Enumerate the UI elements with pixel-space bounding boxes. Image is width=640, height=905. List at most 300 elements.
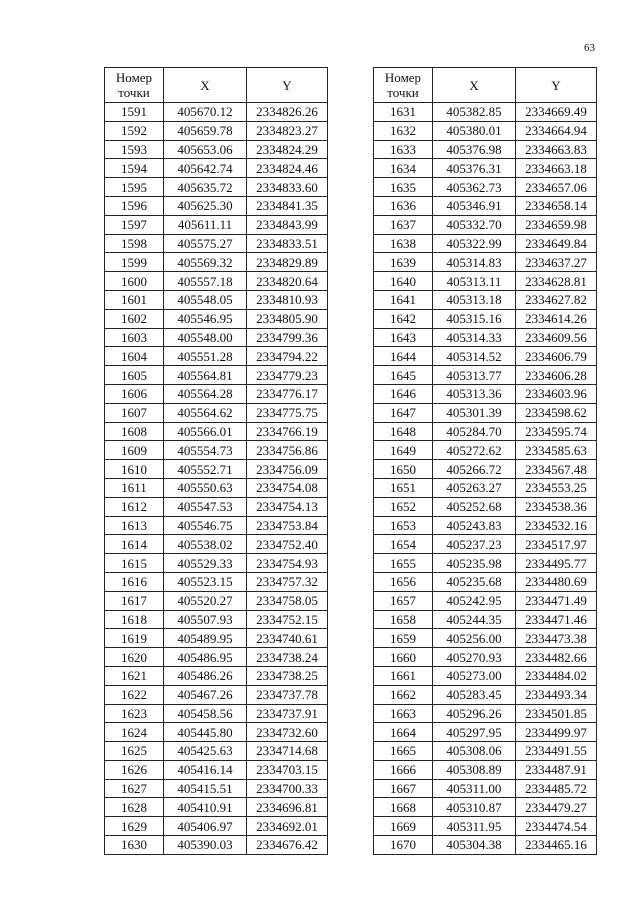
y-coordinate-cell: 2334598.62: [516, 403, 597, 422]
x-coordinate-cell: 405552.71: [164, 460, 247, 479]
x-coordinate-cell: 405489.95: [164, 629, 247, 648]
x-coordinate-cell: 405547.53: [164, 497, 247, 516]
point-number-cell: 1620: [105, 648, 164, 667]
x-coordinate-cell: 405566.01: [164, 422, 247, 441]
x-coordinate-cell: 405376.98: [433, 140, 516, 159]
x-coordinate-cell: 405313.18: [433, 290, 516, 309]
x-coordinate-cell: 405314.33: [433, 328, 516, 347]
point-number-cell: 1634: [374, 159, 433, 178]
table-row: [105, 441, 328, 460]
y-coordinate-cell: 2334517.97: [516, 535, 597, 554]
point-number-cell: 1643: [374, 328, 433, 347]
y-coordinate-cell: 2334657.06: [516, 178, 597, 197]
y-coordinate-cell: 2334538.36: [516, 497, 597, 516]
y-coordinate-cell: 2334585.63: [516, 441, 597, 460]
point-number-cell: 1641: [374, 290, 433, 309]
y-coordinate-cell: 2334700.33: [247, 779, 328, 798]
x-coordinate-cell: 405242.95: [433, 591, 516, 610]
table-row: [374, 309, 597, 328]
point-number-header-line1: Номер: [115, 70, 153, 85]
y-coordinate-cell: 2334669.49: [516, 103, 597, 122]
point-number-cell: 1607: [105, 403, 164, 422]
x-coordinate-cell: 405507.93: [164, 610, 247, 629]
x-coordinate-cell: 405642.74: [164, 159, 247, 178]
x-coordinate-cell: 405301.39: [433, 403, 516, 422]
table-row: [374, 403, 597, 422]
point-number-cell: 1625: [105, 742, 164, 761]
y-coordinate-cell: 2334757.32: [247, 572, 328, 591]
x-coordinate-cell: 405670.12: [164, 103, 247, 122]
x-coordinate-cell: 405346.91: [433, 196, 516, 215]
x-coordinate-cell: 405635.72: [164, 178, 247, 197]
table-row: [374, 610, 597, 629]
point-number-cell: 1644: [374, 347, 433, 366]
x-coordinate-cell: 405564.62: [164, 403, 247, 422]
point-number-cell: 1619: [105, 629, 164, 648]
point-number-cell: 1662: [374, 685, 433, 704]
point-number-cell: 1594: [105, 159, 164, 178]
y-coordinate-cell: 2334779.23: [247, 366, 328, 385]
table-row: [105, 836, 328, 855]
point-number-cell: 1661: [374, 666, 433, 685]
table-header-row: [105, 68, 328, 103]
y-coordinate-cell: 2334479.27: [516, 798, 597, 817]
y-coordinate-cell: 2334752.15: [247, 610, 328, 629]
x-coordinate-cell: 405273.00: [433, 666, 516, 685]
point-number-cell: 1659: [374, 629, 433, 648]
point-number-cell: 1614: [105, 535, 164, 554]
table-row: [105, 742, 328, 761]
table-row: [105, 460, 328, 479]
point-number-cell: 1627: [105, 779, 164, 798]
table-row: [374, 723, 597, 742]
x-coordinate-cell: 405445.80: [164, 723, 247, 742]
x-coordinate-cell: 405557.18: [164, 272, 247, 291]
y-coordinate-cell: 2334649.84: [516, 234, 597, 253]
point-number-cell: 1622: [105, 685, 164, 704]
point-number-cell: 1597: [105, 215, 164, 234]
y-coordinate-cell: 2334493.34: [516, 685, 597, 704]
table-row: [105, 704, 328, 723]
y-coordinate-cell: 2334614.26: [516, 309, 597, 328]
y-coordinate-cell: 2334824.46: [247, 159, 328, 178]
table-row: [374, 478, 597, 497]
point-number-cell: 1598: [105, 234, 164, 253]
x-coordinate-cell: 405263.27: [433, 478, 516, 497]
x-coordinate-cell: 405376.31: [433, 159, 516, 178]
point-number-cell: 1615: [105, 554, 164, 573]
y-coordinate-cell: 2334843.99: [247, 215, 328, 234]
table-row: [374, 704, 597, 723]
x-coordinate-cell: 405551.28: [164, 347, 247, 366]
table-row: [105, 403, 328, 422]
table-row: [374, 253, 597, 272]
table-row: [374, 159, 597, 178]
table-row: [105, 723, 328, 742]
y-coordinate-cell: 2334738.25: [247, 666, 328, 685]
table-row: [105, 572, 328, 591]
point-number-cell: 1647: [374, 403, 433, 422]
point-number-cell: 1639: [374, 253, 433, 272]
x-coordinate-cell: 405486.26: [164, 666, 247, 685]
point-number-cell: 1593: [105, 140, 164, 159]
y-coordinate-cell: 2334756.86: [247, 441, 328, 460]
y-coordinate-cell: 2334473.38: [516, 629, 597, 648]
point-number-cell: 1652: [374, 497, 433, 516]
y-coordinate-cell: 2334703.15: [247, 760, 328, 779]
y-coordinate-cell: 2334754.13: [247, 497, 328, 516]
point-number-cell: 1623: [105, 704, 164, 723]
y-coordinate-cell: 2334532.16: [516, 516, 597, 535]
y-coordinate-cell: 2334758.05: [247, 591, 328, 610]
point-number-cell: 1655: [374, 554, 433, 573]
x-coordinate-cell: 405538.02: [164, 535, 247, 554]
y-coordinate-cell: 2334738.24: [247, 648, 328, 667]
table-row: [105, 140, 328, 159]
y-coordinate-cell: 2334567.48: [516, 460, 597, 479]
point-number-cell: 1613: [105, 516, 164, 535]
y-coordinate-cell: 2334487.91: [516, 760, 597, 779]
y-coordinate-cell: 2334841.35: [247, 196, 328, 215]
x-coordinate-cell: 405243.83: [433, 516, 516, 535]
table-row: [374, 497, 597, 516]
point-number-cell: 1621: [105, 666, 164, 685]
y-coordinate-cell: 2334658.14: [516, 196, 597, 215]
point-number-cell: 1633: [374, 140, 433, 159]
point-number-cell: 1670: [374, 836, 433, 855]
page-number: 63: [584, 42, 595, 54]
x-header: X: [433, 68, 516, 103]
table-row: [374, 798, 597, 817]
x-coordinate-cell: 405458.56: [164, 704, 247, 723]
point-number-cell: 1592: [105, 121, 164, 140]
y-coordinate-cell: 2334826.26: [247, 103, 328, 122]
table-row: [374, 742, 597, 761]
table-row: [374, 629, 597, 648]
x-coordinate-cell: 405315.16: [433, 309, 516, 328]
point-number-cell: 1624: [105, 723, 164, 742]
x-coordinate-cell: 405362.73: [433, 178, 516, 197]
y-coordinate-cell: 2334663.18: [516, 159, 597, 178]
x-coordinate-cell: 405625.30: [164, 196, 247, 215]
x-coordinate-cell: 405311.95: [433, 817, 516, 836]
y-coordinate-cell: 2334659.98: [516, 215, 597, 234]
point-number-cell: 1616: [105, 572, 164, 591]
y-coordinate-cell: 2334810.93: [247, 290, 328, 309]
point-number-header-line2: точки: [118, 85, 150, 100]
x-coordinate-cell: 405237.23: [433, 535, 516, 554]
y-coordinate-cell: 2334676.42: [247, 836, 328, 855]
y-coordinate-cell: 2334776.17: [247, 384, 328, 403]
x-coordinate-cell: 405322.99: [433, 234, 516, 253]
x-coordinate-cell: 405467.26: [164, 685, 247, 704]
x-coordinate-cell: 405266.72: [433, 460, 516, 479]
table-row: [105, 478, 328, 497]
point-number-cell: 1603: [105, 328, 164, 347]
y-coordinate-cell: 2334794.22: [247, 347, 328, 366]
y-coordinate-cell: 2334823.27: [247, 121, 328, 140]
coordinates-table-left: [104, 67, 328, 855]
point-number-cell: 1654: [374, 535, 433, 554]
table-row: [105, 817, 328, 836]
table-row: [374, 290, 597, 309]
table-row: [105, 347, 328, 366]
table-row: [374, 836, 597, 855]
point-number-cell: 1657: [374, 591, 433, 610]
point-number-cell: 1612: [105, 497, 164, 516]
point-number-cell: 1636: [374, 196, 433, 215]
y-coordinate-cell: 2334595.74: [516, 422, 597, 441]
point-number-cell: 1645: [374, 366, 433, 385]
x-coordinate-cell: 405548.05: [164, 290, 247, 309]
y-coordinate-cell: 2334495.77: [516, 554, 597, 573]
table-row: [105, 159, 328, 178]
x-coordinate-cell: 405313.77: [433, 366, 516, 385]
point-number-cell: 1640: [374, 272, 433, 291]
point-number-cell: 1626: [105, 760, 164, 779]
point-number-header-line2: точки: [387, 85, 419, 100]
x-coordinate-cell: 405296.26: [433, 704, 516, 723]
table-header-row: [374, 68, 597, 103]
x-coordinate-cell: 405410.91: [164, 798, 247, 817]
x-coordinate-cell: 405406.97: [164, 817, 247, 836]
x-coordinate-cell: 405523.15: [164, 572, 247, 591]
y-coordinate-cell: 2334824.29: [247, 140, 328, 159]
point-number-cell: 1605: [105, 366, 164, 385]
table-row: [374, 460, 597, 479]
point-number-cell: 1635: [374, 178, 433, 197]
table-row: [374, 328, 597, 347]
x-coordinate-cell: 405314.83: [433, 253, 516, 272]
x-coordinate-cell: 405304.38: [433, 836, 516, 855]
point-number-cell: 1628: [105, 798, 164, 817]
point-number-cell: 1602: [105, 309, 164, 328]
y-coordinate-cell: 2334833.51: [247, 234, 328, 253]
point-number-cell: 1642: [374, 309, 433, 328]
table-row: [105, 779, 328, 798]
point-number-cell: 1595: [105, 178, 164, 197]
x-coordinate-cell: 405564.28: [164, 384, 247, 403]
table-row: [374, 572, 597, 591]
y-coordinate-cell: 2334775.75: [247, 403, 328, 422]
x-coordinate-cell: 405310.87: [433, 798, 516, 817]
x-coordinate-cell: 405425.63: [164, 742, 247, 761]
table-row: [105, 366, 328, 385]
x-coordinate-cell: 405235.68: [433, 572, 516, 591]
table-row: [374, 591, 597, 610]
table-row: [105, 535, 328, 554]
table-row: [374, 234, 597, 253]
y-coordinate-cell: 2334609.56: [516, 328, 597, 347]
point-number-cell: 1599: [105, 253, 164, 272]
y-coordinate-cell: 2334482.66: [516, 648, 597, 667]
table-row: [105, 497, 328, 516]
point-number-cell: 1630: [105, 836, 164, 855]
table-row: [105, 422, 328, 441]
table-row: [374, 422, 597, 441]
point-number-cell: 1596: [105, 196, 164, 215]
table-row: [374, 760, 597, 779]
point-number-header: [374, 68, 433, 103]
x-header: X: [164, 68, 247, 103]
y-coordinate-cell: 2334799.36: [247, 328, 328, 347]
table-row: [374, 272, 597, 291]
table-row: [105, 121, 328, 140]
table-row: [105, 666, 328, 685]
table-row: [374, 366, 597, 385]
x-coordinate-cell: 405390.03: [164, 836, 247, 855]
table-row: [105, 760, 328, 779]
x-coordinate-cell: 405653.06: [164, 140, 247, 159]
table-row: [374, 178, 597, 197]
x-coordinate-cell: 405256.00: [433, 629, 516, 648]
y-coordinate-cell: 2334606.28: [516, 366, 597, 385]
point-number-cell: 1650: [374, 460, 433, 479]
table-row: [105, 685, 328, 704]
y-coordinate-cell: 2334474.54: [516, 817, 597, 836]
point-number-cell: 1638: [374, 234, 433, 253]
x-coordinate-cell: 405554.73: [164, 441, 247, 460]
y-coordinate-cell: 2334754.08: [247, 478, 328, 497]
table-row: [105, 196, 328, 215]
point-number-cell: 1610: [105, 460, 164, 479]
point-number-cell: 1632: [374, 121, 433, 140]
point-number-cell: 1609: [105, 441, 164, 460]
x-coordinate-cell: 405382.85: [433, 103, 516, 122]
y-coordinate-cell: 2334553.25: [516, 478, 597, 497]
table-row: [374, 196, 597, 215]
point-number-cell: 1653: [374, 516, 433, 535]
y-coordinate-cell: 2334603.96: [516, 384, 597, 403]
x-coordinate-cell: 405235.98: [433, 554, 516, 573]
x-coordinate-cell: 405311.00: [433, 779, 516, 798]
point-number-cell: 1631: [374, 103, 433, 122]
y-coordinate-cell: 2334465.16: [516, 836, 597, 855]
table-row: [105, 384, 328, 403]
y-coordinate-cell: 2334829.89: [247, 253, 328, 272]
y-coordinate-cell: 2334499.97: [516, 723, 597, 742]
x-coordinate-cell: 405297.95: [433, 723, 516, 742]
table-row: [374, 648, 597, 667]
table-row: [374, 384, 597, 403]
x-coordinate-cell: 405313.11: [433, 272, 516, 291]
point-number-cell: 1664: [374, 723, 433, 742]
table-row: [374, 817, 597, 836]
table-row: [105, 648, 328, 667]
point-number-cell: 1591: [105, 103, 164, 122]
table-row: [105, 629, 328, 648]
y-coordinate-cell: 2334471.46: [516, 610, 597, 629]
x-coordinate-cell: 405546.95: [164, 309, 247, 328]
table-row: [105, 798, 328, 817]
x-coordinate-cell: 405314.52: [433, 347, 516, 366]
y-coordinate-cell: 2334752.40: [247, 535, 328, 554]
table-row: [374, 347, 597, 366]
point-number-cell: 1617: [105, 591, 164, 610]
point-number-cell: 1629: [105, 817, 164, 836]
y-coordinate-cell: 2334740.61: [247, 629, 328, 648]
point-number-cell: 1656: [374, 572, 433, 591]
point-number-cell: 1663: [374, 704, 433, 723]
point-number-cell: 1669: [374, 817, 433, 836]
table-row: [105, 103, 328, 122]
x-coordinate-cell: 405415.51: [164, 779, 247, 798]
coordinates-table-right: [373, 67, 597, 855]
table-row: [374, 554, 597, 573]
table-row: [105, 591, 328, 610]
x-coordinate-cell: 405283.45: [433, 685, 516, 704]
x-coordinate-cell: 405659.78: [164, 121, 247, 140]
table-row: [374, 121, 597, 140]
table-row: [105, 309, 328, 328]
x-coordinate-cell: 405575.27: [164, 234, 247, 253]
y-coordinate-cell: 2334484.02: [516, 666, 597, 685]
table-row: [374, 441, 597, 460]
y-coordinate-cell: 2334737.91: [247, 704, 328, 723]
y-coordinate-cell: 2334664.94: [516, 121, 597, 140]
y-coordinate-cell: 2334820.64: [247, 272, 328, 291]
y-coordinate-cell: 2334754.93: [247, 554, 328, 573]
point-number-cell: 1651: [374, 478, 433, 497]
y-coordinate-cell: 2334692.01: [247, 817, 328, 836]
x-coordinate-cell: 405520.27: [164, 591, 247, 610]
y-coordinate-cell: 2334637.27: [516, 253, 597, 272]
table-row: [374, 215, 597, 234]
x-coordinate-cell: 405611.11: [164, 215, 247, 234]
point-number-cell: 1608: [105, 422, 164, 441]
y-coordinate-cell: 2334833.60: [247, 178, 328, 197]
y-coordinate-cell: 2334485.72: [516, 779, 597, 798]
point-number-cell: 1601: [105, 290, 164, 309]
table-row: [105, 554, 328, 573]
x-coordinate-cell: 405380.01: [433, 121, 516, 140]
table-row: [374, 516, 597, 535]
y-header: Y: [516, 68, 597, 103]
x-coordinate-cell: 405270.93: [433, 648, 516, 667]
x-coordinate-cell: 405308.06: [433, 742, 516, 761]
x-coordinate-cell: 405244.35: [433, 610, 516, 629]
y-coordinate-cell: 2334606.79: [516, 347, 597, 366]
table-row: [105, 610, 328, 629]
y-header: Y: [247, 68, 328, 103]
y-coordinate-cell: 2334756.09: [247, 460, 328, 479]
table-row: [374, 779, 597, 798]
point-number-cell: 1668: [374, 798, 433, 817]
table-row: [374, 685, 597, 704]
y-coordinate-cell: 2334480.69: [516, 572, 597, 591]
y-coordinate-cell: 2334737.78: [247, 685, 328, 704]
x-coordinate-cell: 405546.75: [164, 516, 247, 535]
x-coordinate-cell: 405550.63: [164, 478, 247, 497]
table-row: [105, 290, 328, 309]
point-number-cell: 1660: [374, 648, 433, 667]
point-number-cell: 1648: [374, 422, 433, 441]
table-row: [374, 666, 597, 685]
table-row: [105, 215, 328, 234]
x-coordinate-cell: 405308.89: [433, 760, 516, 779]
x-coordinate-cell: 405564.81: [164, 366, 247, 385]
y-coordinate-cell: 2334471.49: [516, 591, 597, 610]
x-coordinate-cell: 405529.33: [164, 554, 247, 573]
table-row: [105, 253, 328, 272]
table-row: [374, 535, 597, 554]
point-number-cell: 1666: [374, 760, 433, 779]
table-row: [105, 328, 328, 347]
point-number-cell: 1611: [105, 478, 164, 497]
table-row: [374, 140, 597, 159]
x-coordinate-cell: 405569.32: [164, 253, 247, 272]
point-number-cell: 1649: [374, 441, 433, 460]
